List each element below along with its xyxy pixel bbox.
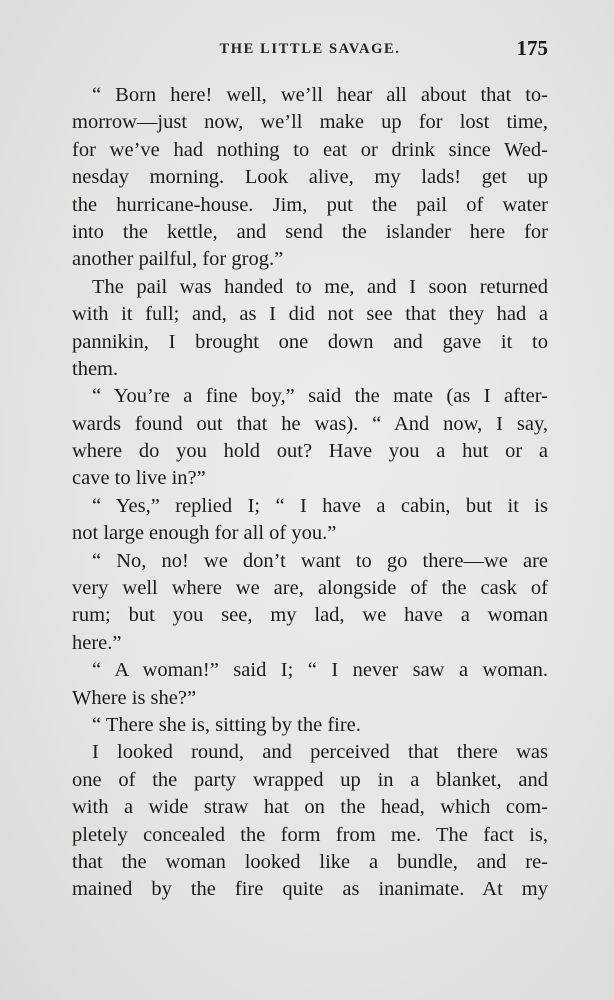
text-line: with a wide straw hat on the head, which com- (72, 796, 548, 819)
text-line: one of the party wrapped up in a blanket, and (72, 768, 548, 791)
text-line: “ You’re a fine boy,” said the mate (as I after- (92, 385, 548, 408)
text-line: I looked round, and perceived that there was (92, 741, 548, 764)
text-line: them. (72, 357, 119, 380)
text-line: that the woman looked like a bundle, and re- (72, 850, 548, 873)
text-line: “ There she is, sitting by the fire. (92, 713, 361, 736)
page-number: 175 (516, 36, 548, 60)
text-line: “ No, no! we don’t want to go there—we are (92, 549, 548, 572)
text-line: “ Born here! well, we’ll hear all about that to- (92, 84, 548, 106)
text-line: very well where we are, alongside of the cask of (72, 577, 548, 600)
text-line: pletely concealed the form from me. The fact is, (72, 823, 548, 846)
text-line: rum; but you see, my lad, we have a woman (72, 604, 548, 627)
text-line: morrow—just now, we’ll make up for lost time, (72, 111, 548, 134)
text-line: with it full; and, as I did not see that they had a (72, 303, 548, 326)
text-line: cave to live in?” (72, 467, 206, 490)
text-line: into the kettle, and send the islander here for (72, 220, 548, 243)
text-line: The pail was handed to me, and I soon returned (92, 275, 548, 298)
text-line: where do you hold out? Have you a hut or a (72, 440, 548, 463)
text-line: pannikin, I brought one down and gave it to (72, 330, 548, 353)
text-line: another pailful, for grog.” (72, 248, 284, 271)
text-line: wards found out that he was). “ And now, I say, (72, 412, 548, 435)
text-line: here.” (72, 631, 122, 654)
body-text (72, 82, 548, 904)
text-line: nesday morning. Look alive, my lads! get up (72, 166, 548, 189)
text-line: “ Yes,” replied I; “ I have a cabin, but it is (92, 494, 548, 517)
text-line: “ A woman!” said I; “ I never saw a woman. (92, 659, 548, 682)
text-line: not large enough for all of you.” (72, 522, 337, 545)
running-head (72, 36, 548, 62)
running-title: THE LITTLE SAVAGE. (219, 41, 401, 57)
text-line: for we’ve had nothing to eat or drink since Wed- (72, 138, 548, 161)
text-line: Where is she?” (72, 686, 197, 709)
text-line: the hurricane-house. Jim, put the pail of water (72, 193, 548, 216)
text-line: mained by the fire quite as inanimate. At my (72, 878, 548, 901)
